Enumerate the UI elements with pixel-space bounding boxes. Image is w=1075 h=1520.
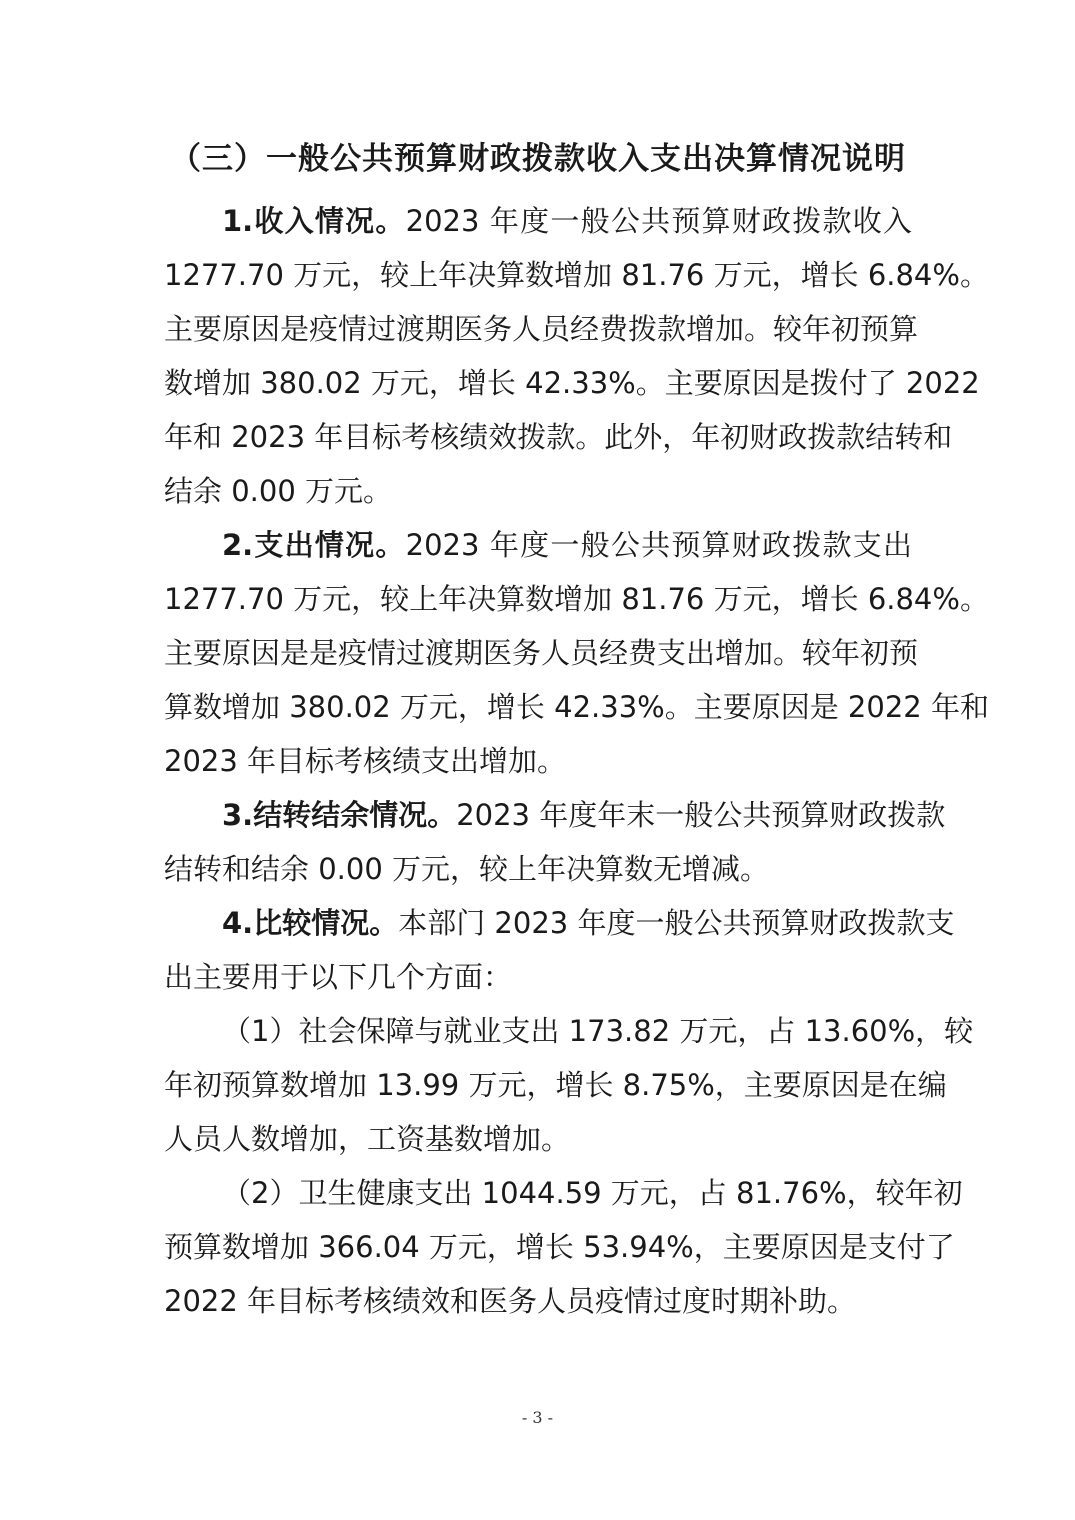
section-heading: （三）一般公共预算财政拨款收入支出决算情况说明 bbox=[170, 141, 906, 177]
income-paragraph-line-3: 主要原因是疫情过渡期医务人员经费拨款增加。较年初预算 bbox=[164, 312, 919, 346]
expenditure-paragraph-line-3: 主要原因是是疫情过渡期医务人员经费支出增加。较年初预 bbox=[164, 636, 919, 670]
comparison-lead: 4.比较情况。 bbox=[222, 906, 399, 940]
item2-paragraph-line-3: 2022 年目标考核绩效和医务人员疫情过度时期补助。 bbox=[164, 1284, 857, 1318]
income-paragraph-line-5: 年和 2023 年目标考核绩效拨款。此外，年初财政拨款结转和 bbox=[164, 420, 953, 454]
income-paragraph-line-2: 1277.70 万元，较上年决算数增加 81.76 万元，增长 6.84%。 bbox=[164, 258, 989, 292]
comparison-paragraph-line-1 bbox=[222, 896, 955, 950]
expenditure-paragraph-line-1 bbox=[222, 518, 912, 572]
income-text: 2023 年度一般公共预算财政拨款收入 bbox=[405, 204, 912, 238]
expenditure-paragraph-line-4: 算数增加 380.02 万元，增长 42.33%。主要原因是 2022 年和 bbox=[164, 690, 989, 724]
carryover-text: 2023 年度年末一般公共预算财政拨款 bbox=[456, 798, 946, 832]
carryover-lead: 3.结转结余情况。 bbox=[222, 798, 457, 832]
comparison-text: 本部门 2023 年度一般公共预算财政拨款支 bbox=[398, 906, 955, 940]
expenditure-lead: 2.支出情况。 bbox=[222, 528, 406, 562]
page-number: - 3 - bbox=[521, 1408, 554, 1427]
income-lead: 1.收入情况。 bbox=[222, 204, 406, 238]
expenditure-text: 2023 年度一般公共预算财政拨款支出 bbox=[405, 528, 912, 562]
carryover-paragraph-line-2: 结转和结余 0.00 万元，较上年决算数无增减。 bbox=[164, 852, 770, 886]
item2-paragraph-line-2: 预算数增加 366.04 万元，增长 53.94%，主要原因是支付了 bbox=[164, 1230, 955, 1264]
income-paragraph-line-6: 结余 0.00 万元。 bbox=[164, 474, 393, 508]
item1-paragraph-line-2: 年初预算数增加 13.99 万元，增长 8.75%，主要原因是在编 bbox=[164, 1068, 947, 1102]
income-paragraph-line-1 bbox=[222, 194, 912, 248]
expenditure-paragraph-line-2: 1277.70 万元，较上年决算数增加 81.76 万元，增长 6.84%。 bbox=[164, 582, 989, 616]
carryover-paragraph-line-1 bbox=[222, 788, 946, 842]
expenditure-paragraph-line-5: 2023 年目标考核绩支出增加。 bbox=[164, 744, 567, 778]
item1-paragraph-line-1: （1）社会保障与就业支出 173.82 万元，占 13.60%，较 bbox=[222, 1014, 974, 1048]
comparison-paragraph-line-2: 出主要用于以下几个方面： bbox=[164, 960, 513, 994]
item1-paragraph-line-3: 人员人数增加，工资基数增加。 bbox=[164, 1122, 571, 1156]
income-paragraph-line-4: 数增加 380.02 万元，增长 42.33%。主要原因是拨付了 2022 bbox=[164, 366, 980, 400]
item2-paragraph-line-1: （2）卫生健康支出 1044.59 万元，占 81.76%，较年初 bbox=[222, 1176, 963, 1210]
